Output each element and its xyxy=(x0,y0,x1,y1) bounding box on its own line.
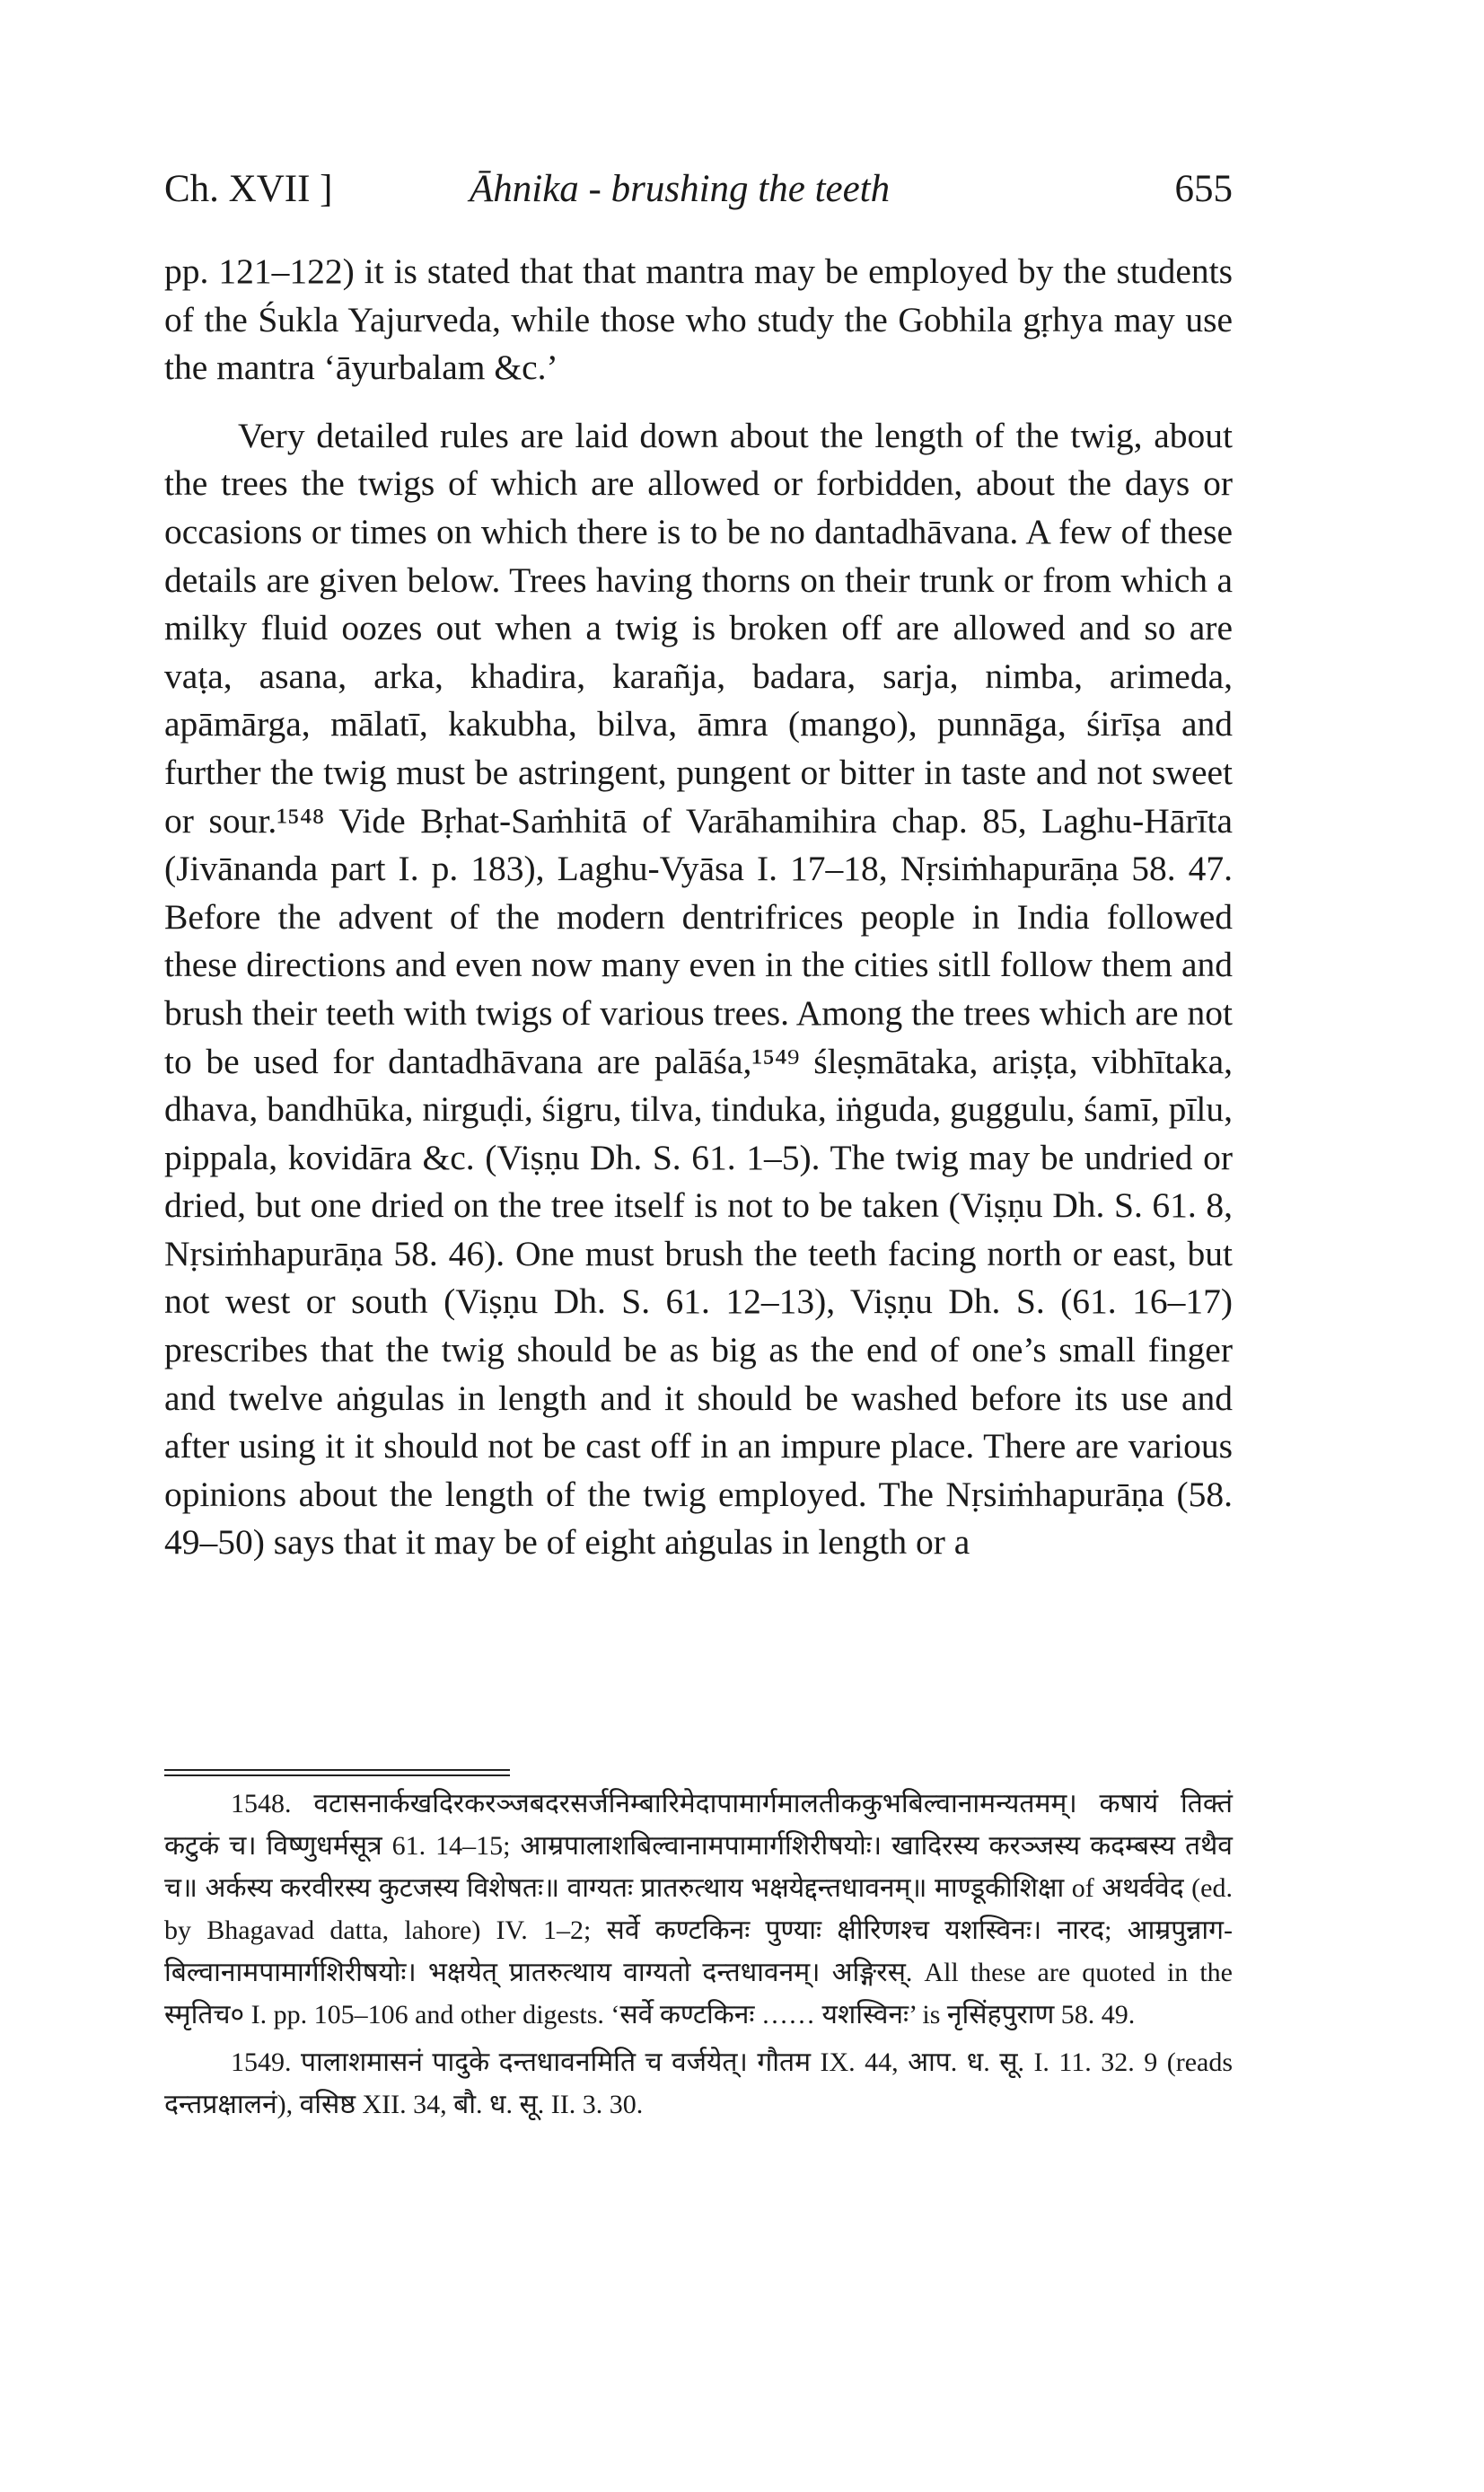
footnote-rule xyxy=(164,1769,510,1776)
running-head xyxy=(164,167,1233,221)
main-text xyxy=(164,248,1233,1567)
footnotes xyxy=(164,1783,1233,2126)
footnote-1549: 1549. पालाशमासनं पादुके दन्तधावनमिति च वर्जयेत्। गौतम IX. 44, आप. ध. सू. I. 11. 32. 9 (reads दन्तप्रक्षालनं), वसिष्ठ XII. 34, बौ. ध. सू. II. 3. 30. xyxy=(164,2047,1233,2119)
page-number: 655 xyxy=(1174,168,1233,210)
running-title: Āhnika - brushing the teeth xyxy=(470,168,891,210)
footnote-1548: 1548. वटासनार्कखदिरकरञ्जबदरसर्जनिम्बारिमेदापामार्गमालतीककुभबिल्वानामन्यतमम्। कषायं तिक्तं कटुकं च। विष्णुधर्मसूत्र 61. 14–15; आम्रपालाशबिल्वानामपामार्गशिरीषयोः। खादिरस्य करञ्जस्य कदम्बस्य तथैव च॥ अर्कस्य करवीरस्य कुटजस्य विशेषतः॥ वाग्यतः प्रातरुत्थाय भक्षयेद्दन्तधावनम्॥ माण्डूकीशिक्षा of अथर्ववेद (ed. by Bhagavad datta, lahore) IV. 1–2; सर्वे कण्टकिनः पुण्याः क्षीरिणश्च यशस्विनः। नारद; आम्रपुन्नाग-बिल्वानामपामार्गशिरीषयोः। भक्षयेत् प्रातरुत्थाय वाग्यतो दन्तधावनम्। अङ्गिरस्. All these are quoted in the स्मृतिच० I. pp. 105–106 and other digests. ‘सर्वे कण्टकिनः …… यशस्विनः’ is नृसिंहपुराण 58. 49. xyxy=(164,1789,1233,2030)
paragraph-1: pp. 121–122) it is stated that that mantra may be employed by the students of the Śukla Yajurveda, while those who study the Gobhila gṛhya may use the mantra ‘āyurbalam &c.’ xyxy=(164,251,1233,388)
chapter-label: Ch. XVII ] xyxy=(164,168,333,210)
paragraph-2: Very detailed rules are laid down about the length of the twig, about the trees the twigs of which are allowed or forbidden, about the days or occasions or times on which there is to be no dantadhāvana. A few of these details are given below. Trees having thorns on their trunk or from which a milky fluid oozes out when a twig is broken off are allowed and so are vaṭa, asana, arka, khadira, karañja, badara, sarja, nimba, arimeda, apāmārga, mālatī, kakubha, bilva, āmra (mango), punnāga, śirīṣa and further the twig must be astringent, pungent or bitter in taste and not sweet or sour.¹⁵⁴⁸ Vide Bṛhat-Saṁhitā of Varāhamihira chap. 85, Laghu-Hārīta (Jivānanda part I. p. 183), Laghu-Vyāsa I. 17–18, Nṛsiṁhapurāṇa 58. 47. Before the advent of the modern dentrifrices people in India followed these directions and even now many even in the cities sitll follow them and brush their teeth with twigs of various trees. Among the trees which are not to be used for dantadhāvana are palāśa,¹⁵⁴⁹ śleṣmātaka, ariṣṭa, vibhītaka, dhava, bandhūka, nirguḍi, śigru, tilva, tinduka, iṅguda, guggulu, śamī, pīlu, pippala, kovidāra &c. (Viṣṇu Dh. S. 61. 1–5). The twig may be undried or dried, but one dried on the tree itself is not to be taken (Viṣṇu Dh. S. 61. 8, Nṛsiṁhapurāṇa 58. 46). One must brush the teeth facing north or east, but not west or south (Viṣṇu Dh. S. 61. 12–13), Viṣṇu Dh. S. (61. 16–17) prescribes that the twig should be as big as the end of one’s small finger and twelve aṅgulas in length and it should be washed before its use and after using it it should not be cast off in an impure place. There are various opinions about the length of the twig employed. The Nṛsiṁhapurāṇa (58. 49–50) says that it may be of eight aṅgulas in length or a xyxy=(164,415,1233,1563)
